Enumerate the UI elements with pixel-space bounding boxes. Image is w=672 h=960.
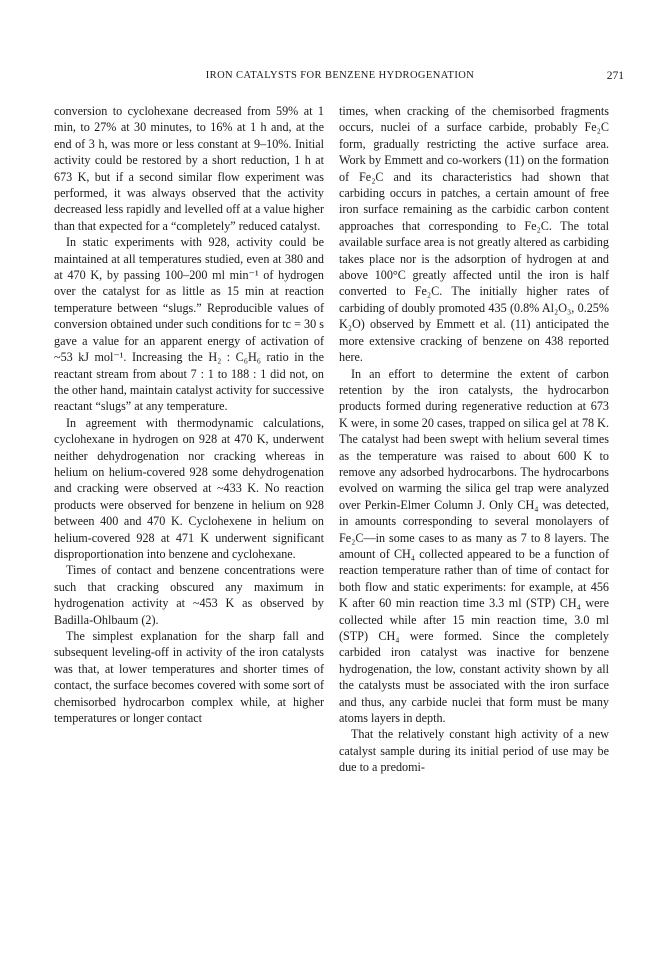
- running-title: IRON CATALYSTS FOR BENZENE HYDROGENATION: [205, 70, 475, 81]
- paragraph: Times of contact and benzene concentrations were such that cracking obscured any maximum in hydrogenation activity at ~453 K as observed by Badilla-Ohlbaum (2).: [54, 563, 324, 627]
- paragraph: times, when cracking of the chemisorbed fragments occurs, nuclei of a surface carbide, probably Fe₂C form, gradually restricting the active surface area. Work by Emmett and co-workers (11) on the formation of Fe₂C and its characteristics had shown that carbiding occurs in patches, a certain amount of free iron surface remaining as the carbidic carbon content approaches that corresponding to Fe₂C. The total available surface area is not greatly altered as carbiding takes place nor is the adsorption of hydrogen at and above 100°C greatly affected until the iron is half converted to Fe₂C. The initially higher rates of carbiding of doubly promoted 435 (0.8% Al₂O₃, 0.25% K₂O) observed by Emmett et al. (11) anticipated the more extensive cracking of benzene on 438 reported here.: [339, 104, 609, 365]
- page-number: 271: [606, 70, 624, 82]
- page-header: [52, 70, 628, 86]
- paragraph: That the relatively constant high activity of a new catalyst sample during its initial period of use may be due to a predomi-: [339, 727, 609, 775]
- paragraph: In static experiments with 928, activity could be maintained at all temperatures studied, even at 380 and at 470 K, by passing 100–200 ml min⁻¹ of hydrogen over the catalyst for as little as 15 min at reaction temperature between “slugs.” Reproducible values of conversion obtained under such conditions for tc = 30 s gave a value for an apparent energy of activation of ~53 kJ mol⁻¹. Increasing the H₂ : C₆H₆ ratio in the reactant stream from about 7 : 1 to 188 : 1 did not, on the other hand, maintain catalyst activity for successive reactant “slugs” at any temperature.: [54, 235, 324, 414]
- left-column: [54, 103, 324, 726]
- paragraph: In an effort to determine the extent of carbon retention by the iron catalysts, the hydrocarbon products formed during regenerative reduction at 673 K were, in some 20 cases, trapped on silica gel at 78 K. The catalyst had been swept with helium several times as the temperature was raised to about 600 K to remove any adsorbed hydrocarbons. The hydrocarbons evolved on warming the silica gel trap were analyzed over Perkin-Elmer Column J. Only CH₄ was detected, in amounts corresponding to several monolayers of Fe₂C—in some cases to as many as 7 to 8 layers. The amount of CH₄ collected appeared to be a function of reaction temperature rather than of time of contact for both flow and static experiments: for example, at 456 K after 60 min reaction time 3.3 ml (STP) CH₄ were collected while after 15 min reaction time, 3.0 ml (STP) CH₄ were formed. Since the completely carbided iron catalyst was inactive for benzene hydrogenation, the low, constant activity shown by all the catalysts must be associated with the iron surface and thus, any carbide nuclei that form must be many atoms layers in depth.: [339, 366, 609, 726]
- paragraph: conversion to cyclohexane decreased from 59% at 1 min, to 27% at 30 minutes, to 16% at 1 h and, at the end of 3 h, was more or less constant at 9–10%. Initial activity could be restored by a short reduction, 1 h at 673 K, but if a second similar flow experiment was performed, it was always observed that the activity decreased less rapidly and levelled off at a value higher than that expected for a “completely” reduced catalyst.: [54, 104, 324, 233]
- right-column: [339, 103, 609, 776]
- paragraph: The simplest explanation for the sharp fall and subsequent leveling-off in activity of the iron catalysts was that, at lower temperatures and shorter times of contact, the surface becomes covered with some sort of chemisorbed hydrocarbon complex while, at higher temperatures or longer contact: [54, 629, 324, 726]
- paragraph: In agreement with thermodynamic calculations, cyclohexane in hydrogen on 928 at 470 K, underwent neither dehydrogenation nor cracking whereas in helium on helium-covered 928 some dehydrogenation and cracking were observed at ~433 K. No reaction products were observed for benzene in helium on 928 between 400 and 470 K. Cyclohexene in helium on helium-covered 928 at 471 K underwent significant disproportionation into benzene and cyclohexane.: [54, 415, 324, 561]
